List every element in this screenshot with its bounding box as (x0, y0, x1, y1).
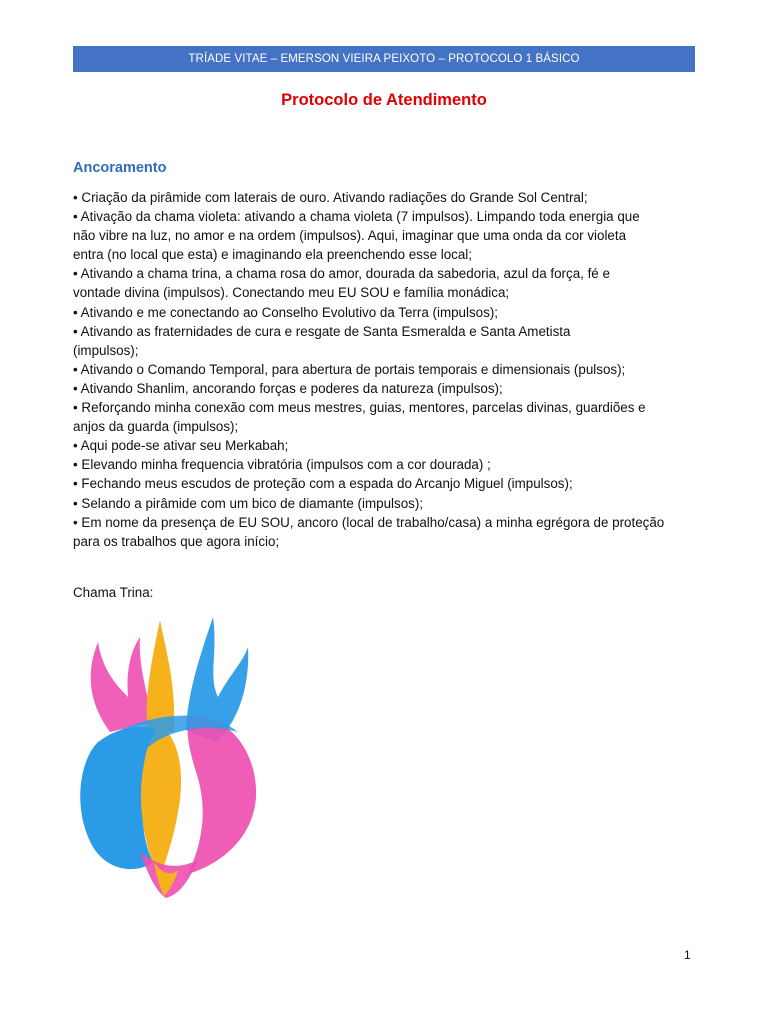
text-line: • Elevando minha frequencia vibratória (impulsos com a cor dourada) ; (73, 457, 491, 473)
pink-flame-tongue (91, 637, 152, 732)
image-caption: Chama Trina: (73, 585, 154, 600)
threefold-flame-image (68, 612, 268, 902)
text-line: • Fechando meus escudos de proteção com a espada do Arcanjo Miguel (impulsos); (73, 476, 573, 492)
body-text (73, 188, 703, 551)
text-line: (impulsos); (73, 342, 139, 358)
text-line: entra (no local que esta) e imaginando ela preenchendo esse local; (73, 247, 473, 263)
text-line: • Ativação da chama violeta: ativando a chama violeta (7 impulsos). Limpando toda energia que (73, 209, 640, 225)
header-text: TRÍADE VITAE – EMERSON VIEIRA PEIXOTO – PROTOCOLO 1 BÁSICO (188, 53, 580, 65)
text-line: vontade divina (impulsos). Conectando meu EU SOU e família monádica; (73, 285, 510, 301)
text-line: • Ativando e me conectando ao Conselho Evolutivo da Terra (impulsos); (73, 304, 498, 320)
pink-flame-body (187, 717, 256, 874)
text-line: • Ativando o Comando Temporal, para abertura de portais temporais e dimensionais (pulsos); (73, 361, 626, 377)
header-bar (73, 46, 695, 72)
text-line: • Ativando Shanlim, ancorando forças e poderes da natureza (impulsos); (73, 380, 503, 396)
text-line: anjos da guarda (impulsos); (73, 419, 239, 435)
text-line: • Reforçando minha conexão com meus mestres, guias, mentores, parcelas divinas, guardiões e (73, 400, 646, 416)
text-line: • Ativando a chama trina, a chama rosa do amor, dourada da sabedoria, azul da força, fé e (73, 266, 610, 282)
text-line: para os trabalhos que agora início; (73, 533, 280, 549)
text-line: • Criação da pirâmide com laterais de ouro. Ativando radiações do Grande Sol Central; (73, 190, 588, 205)
section-heading: Ancoramento (73, 160, 167, 176)
text-line: • Aqui pode-se ativar seu Merkabah; (73, 438, 289, 454)
gold-flame-tongue (147, 620, 175, 732)
text-line: • Em nome da presença de EU SOU, ancoro (local de trabalho/casa) a minha egrégora de proteção (73, 514, 665, 530)
text-line: não vibre na luz, no amor e na ordem (impulsos). Aqui, imaginar que uma onda da cor violeta (73, 228, 627, 244)
text-line: • Ativando as fraternidades de cura e resgate de Santa Esmeralda e Santa Ametista (73, 323, 571, 339)
text-line: • Selando a pirâmide com um bico de diamante (impulsos); (73, 495, 424, 511)
page-number: 1 (684, 948, 691, 962)
document-title: Protocolo de Atendimento (281, 91, 487, 109)
